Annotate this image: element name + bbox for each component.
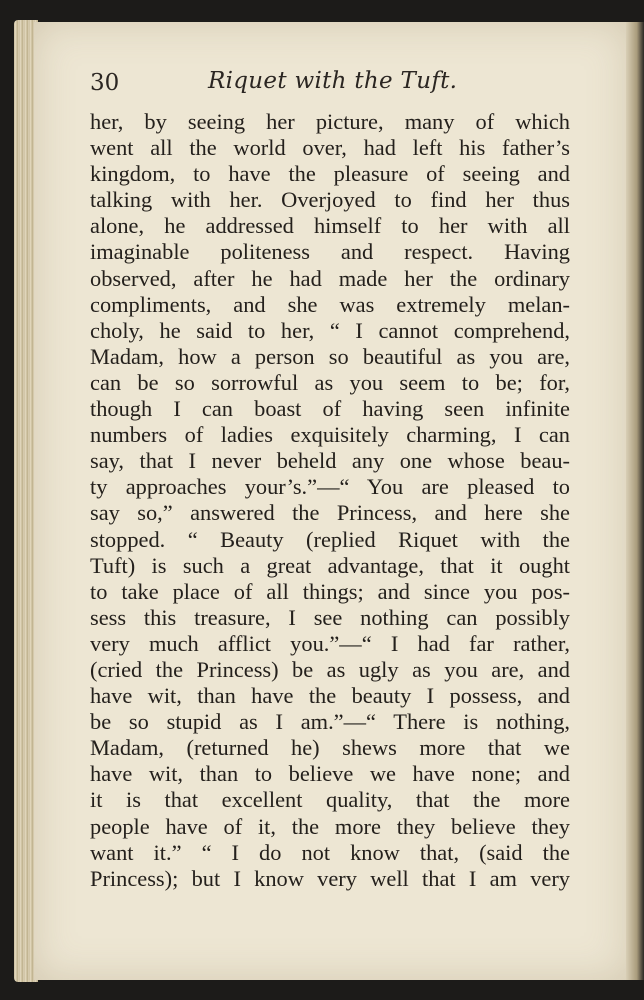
text-line: choly, he said to her, “ I cannot comprehend, <box>90 317 570 343</box>
text-line: say, that I never beheld any one whose beau- <box>90 448 570 474</box>
text-line: observed, after he had made her the ordinary <box>90 265 570 291</box>
text-line: numbers of ladies exquisitely charming, I can <box>90 422 570 448</box>
text-line: (cried the Princess) be as ugly as you are, and <box>90 656 570 682</box>
text-line: imaginable politeness and respect. Having <box>90 239 570 265</box>
text-line: talking with her. Overjoyed to find her thus <box>90 187 570 213</box>
text-line: her, by seeing her picture, many of which <box>90 109 570 134</box>
text-line: though I can boast of having seen infinite <box>90 396 570 422</box>
text-line: Princess); but I know very well that I am very <box>90 865 570 891</box>
text-line: Tuft) is such a great advantage, that it ought <box>90 552 570 578</box>
text-line: compliments, and she was extremely melan- <box>90 291 570 317</box>
page-header <box>90 68 570 102</box>
text-line: kingdom, to have the pleasure of seeing and <box>90 161 570 187</box>
text-line: be so stupid as I am.”—“ There is nothing, <box>90 709 570 735</box>
text-line: it is that excellent quality, that the more <box>90 787 570 813</box>
text-line: Madam, (returned he) shews more that we <box>90 735 570 761</box>
text-line: people have of it, the more they believe they <box>90 813 570 839</box>
page-number: 30 <box>90 70 120 96</box>
text-line: ty approaches your’s.”—“ You are pleased to <box>90 474 570 500</box>
text-line: to take place of all things; and since you pos- <box>90 578 570 604</box>
text-line: very much afflict you.”—“ I had far rather, <box>90 630 570 656</box>
text-line: can be so sorrowful as you seem to be; for, <box>90 369 570 395</box>
running-title: Riquet with the Tuft. <box>208 68 458 94</box>
text-line: sess this treasure, I see nothing can possibly <box>90 604 570 630</box>
text-line: alone, he addressed himself to her with all <box>90 213 570 239</box>
text-line: went all the world over, had left his father’s <box>90 135 570 161</box>
text-line: stopped. “ Beauty (replied Riquet with the <box>90 526 570 552</box>
text-line: Madam, how a person so beautiful as you are, <box>90 343 570 369</box>
text-line: have wit, than to believe we have none; and <box>90 761 570 787</box>
body-text <box>90 109 570 892</box>
binding-shadow <box>626 22 644 980</box>
text-line: say so,” answered the Princess, and here she <box>90 500 570 526</box>
text-line: have wit, than have the beauty I possess, and <box>90 683 570 709</box>
text-line: want it.” “ I do not know that, (said the <box>90 839 570 865</box>
